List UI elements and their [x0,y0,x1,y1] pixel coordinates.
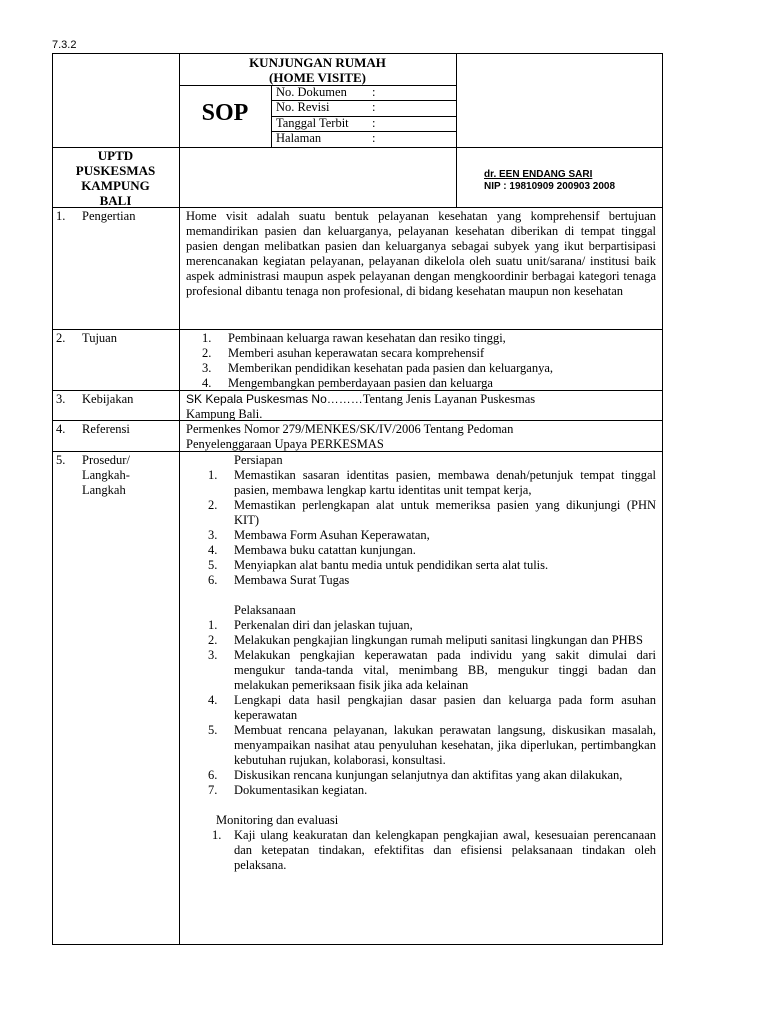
meta-tanggal-terbit [272,116,456,131]
item-number: 6. [208,768,218,782]
pelaksanaan-list [180,618,656,798]
section-title: Referensi [82,422,130,436]
list-item [180,633,656,648]
item-text: Melakukan pengkajian lingkungan rumah meliputi sanitasi lingkungan dan PHBS [234,633,643,647]
org-line-1: UPTD [97,148,134,163]
meta-label: No. Dokumen [276,85,347,99]
list-item [180,331,656,346]
item-number: 4. [208,693,218,707]
item-number: 1. [202,331,212,345]
signer-nip: NIP : 19810909 200903 2008 [484,181,616,192]
section-label-prosedur [56,453,178,503]
title-line-2: (HOME VISITE) [269,70,366,85]
item-number: 4. [208,543,218,557]
item-text: Menyiapkan alat bantu media untuk pendidikan serta alat tulis. [234,558,549,572]
referensi-line-1: Permenkes Nomor 279/MENKES/SK/IV/2006 Tentang Pedoman [186,422,514,436]
kebijakan-sk-number: SK Kepala Puskesmas No……… [186,392,363,406]
item-number: 1. [212,828,222,842]
list-item [180,468,656,498]
title-line-1: KUNJUNGAN RUMAH [249,55,386,70]
item-number: 6. [208,573,218,587]
organization-name [52,148,179,208]
list-item [180,558,656,573]
item-number: 7. [208,783,218,797]
item-number: 1. [208,618,218,632]
list-item [180,346,656,361]
monev-title: Monitoring dan evaluasi [216,813,339,827]
list-item [180,648,656,693]
item-number: 5. [208,558,218,572]
section-number: 4. [56,422,66,436]
kebijakan-line-2: Kampung Bali. [186,407,263,421]
list-item [180,376,656,391]
label-line-3: Langkah [82,483,126,497]
org-line-4: BALI [99,193,132,208]
sop-label: SOP [201,100,249,126]
section-title: Pengertian [82,209,136,223]
pelaksanaan-title: Pelaksanaan [234,603,296,617]
section-number: 1. [56,209,66,223]
referensi-line-2: Penyelenggaraan Upaya PERKESMAS [186,437,384,451]
item-number: 3. [208,528,218,542]
meta-no-dokumen [272,85,456,100]
list-item [180,361,656,376]
item-text: Memberikan pendidikan kesehatan pada pasien dan keluarganya, [228,361,553,375]
meta-label: Tanggal Terbit [276,116,349,130]
item-text: Lengkapi data hasil pengkajian dasar pasien dan keluarga pada form asuhan keperawatan [234,693,656,722]
meta-label: Halaman [276,131,322,145]
prosedur-content [180,453,656,873]
kebijakan-subject: Tentang Jenis Layanan Puskesmas [362,392,536,406]
meta-no-revisi [272,100,456,115]
list-item [180,783,656,798]
kebijakan-text [186,392,656,422]
meta-colon: : [372,85,376,99]
label-line-2: Langkah- [82,468,130,482]
persiapan-title: Persiapan [234,453,283,467]
persiapan-list [180,468,656,588]
list-item [180,693,656,723]
org-line-3: KAMPUNG [81,178,150,193]
tujuan-list [180,331,656,391]
item-number: 4. [202,376,212,390]
item-number: 2. [202,346,212,360]
section-number: 2. [56,331,66,345]
document-code: 7.3.2 [52,39,77,51]
section-title: Kebijakan [82,392,134,406]
item-text: Memberi asuhan keperawatan secara komprehensif [228,346,485,360]
list-item [180,543,656,558]
item-text: Membawa buku catattan kunjungan. [234,543,416,557]
item-text: Membuat rencana pelayanan, lakukan perawatan langsung, diskusikan masalah, menyampaikan nasihat atau penyuluhan kesehatan, jika diperlukan, pertimbangkan kebutuhan rujukan, kolaborasi, konsultasi. [234,723,656,767]
item-number: 3. [208,648,218,662]
item-text: Perkenalan diri dan jelaskan tujuan, [234,618,413,632]
list-item [180,768,656,783]
item-text: Membawa Surat Tugas [234,573,350,587]
meta-label: No. Revisi [276,100,330,114]
item-text: Membawa Form Asuhan Keperawatan, [234,528,430,542]
list-item [180,618,656,633]
item-number: 3. [202,361,212,375]
list-item [180,723,656,768]
section-title: Tujuan [82,331,117,345]
document-title [179,55,456,85]
item-number: 1. [208,468,218,482]
item-text: Kaji ulang keakuratan dan kelengkapan pengkajian awal, kesesuaian perencanaan dan ketepatan tindakan, efektifitas dan efisiensi pelaksanaan tindakan oleh pelaksana. [234,828,656,872]
pengertian-text: Home visit adalah suatu bentuk pelayanan kesehatan yang komprehensif bertujuan memandirikan pasien dan keluarganya, pelayanan kesehatan diberikan di tempat tinggal pasien dengan melibatkan pasien dan keluarganya sebagai subyek yang ikut berpartisipasi merencanakan kegiatan pelayanan, pelayanan dikelola oleh suatu unit/sarana/ institusi baik aspek administrasi maupun aspek pelayanan dengan mengkoordinir berbagai kategori tenaga profesional dibantu tenaga non profesional, di bidang kesehatan maupun non kesehatan [186,209,656,298]
meta-halaman [272,131,456,146]
signer-name: dr. EEN ENDANG SARI [484,169,593,180]
item-text: Diskusikan rencana kunjungan selanjutnya dan aktifitas yang akan dilakukan, [234,768,623,782]
label-line-1: Prosedur/ [82,453,130,467]
item-number: 2. [208,633,218,647]
section-number: 3. [56,392,66,406]
referensi-text [186,422,656,452]
item-number: 2. [208,498,218,512]
monev-list [180,828,656,873]
item-text: Pembinaan keluarga rawan kesehatan dan resiko tinggi, [228,331,506,345]
org-line-2: PUSKESMAS [75,163,156,178]
section-number: 5. [56,453,66,467]
item-text: Memastikan perlengkapan alat untuk memeriksa pasien yang dikunjungi (PHN KIT) [234,498,656,527]
list-item [180,528,656,543]
list-item [180,828,656,873]
item-text: Melakukan pengkajian keperawatan pada individu yang sakit dimulai dari mengukur tanda-tanda vital, menimbang BB, mengukur tinggi badan dan melakukan pemeriksaan fisik jika ada kelainan [234,648,656,692]
list-item [180,573,656,588]
item-text: Memastikan sasaran identitas pasien, membawa denah/petunjuk tempat tinggal pasien, membawa lengkap kartu identitas unit tempat kerja, [234,468,656,497]
signer-block [484,169,659,193]
meta-colon: : [372,131,376,145]
section-title [82,453,130,498]
meta-colon: : [372,116,376,130]
item-text: Dokumentasikan kegiatan. [234,783,368,797]
list-item [180,498,656,528]
meta-colon: : [372,100,376,114]
item-text: Mengembangkan pemberdayaan pasien dan keluarga [228,376,493,390]
item-number: 5. [208,723,218,737]
